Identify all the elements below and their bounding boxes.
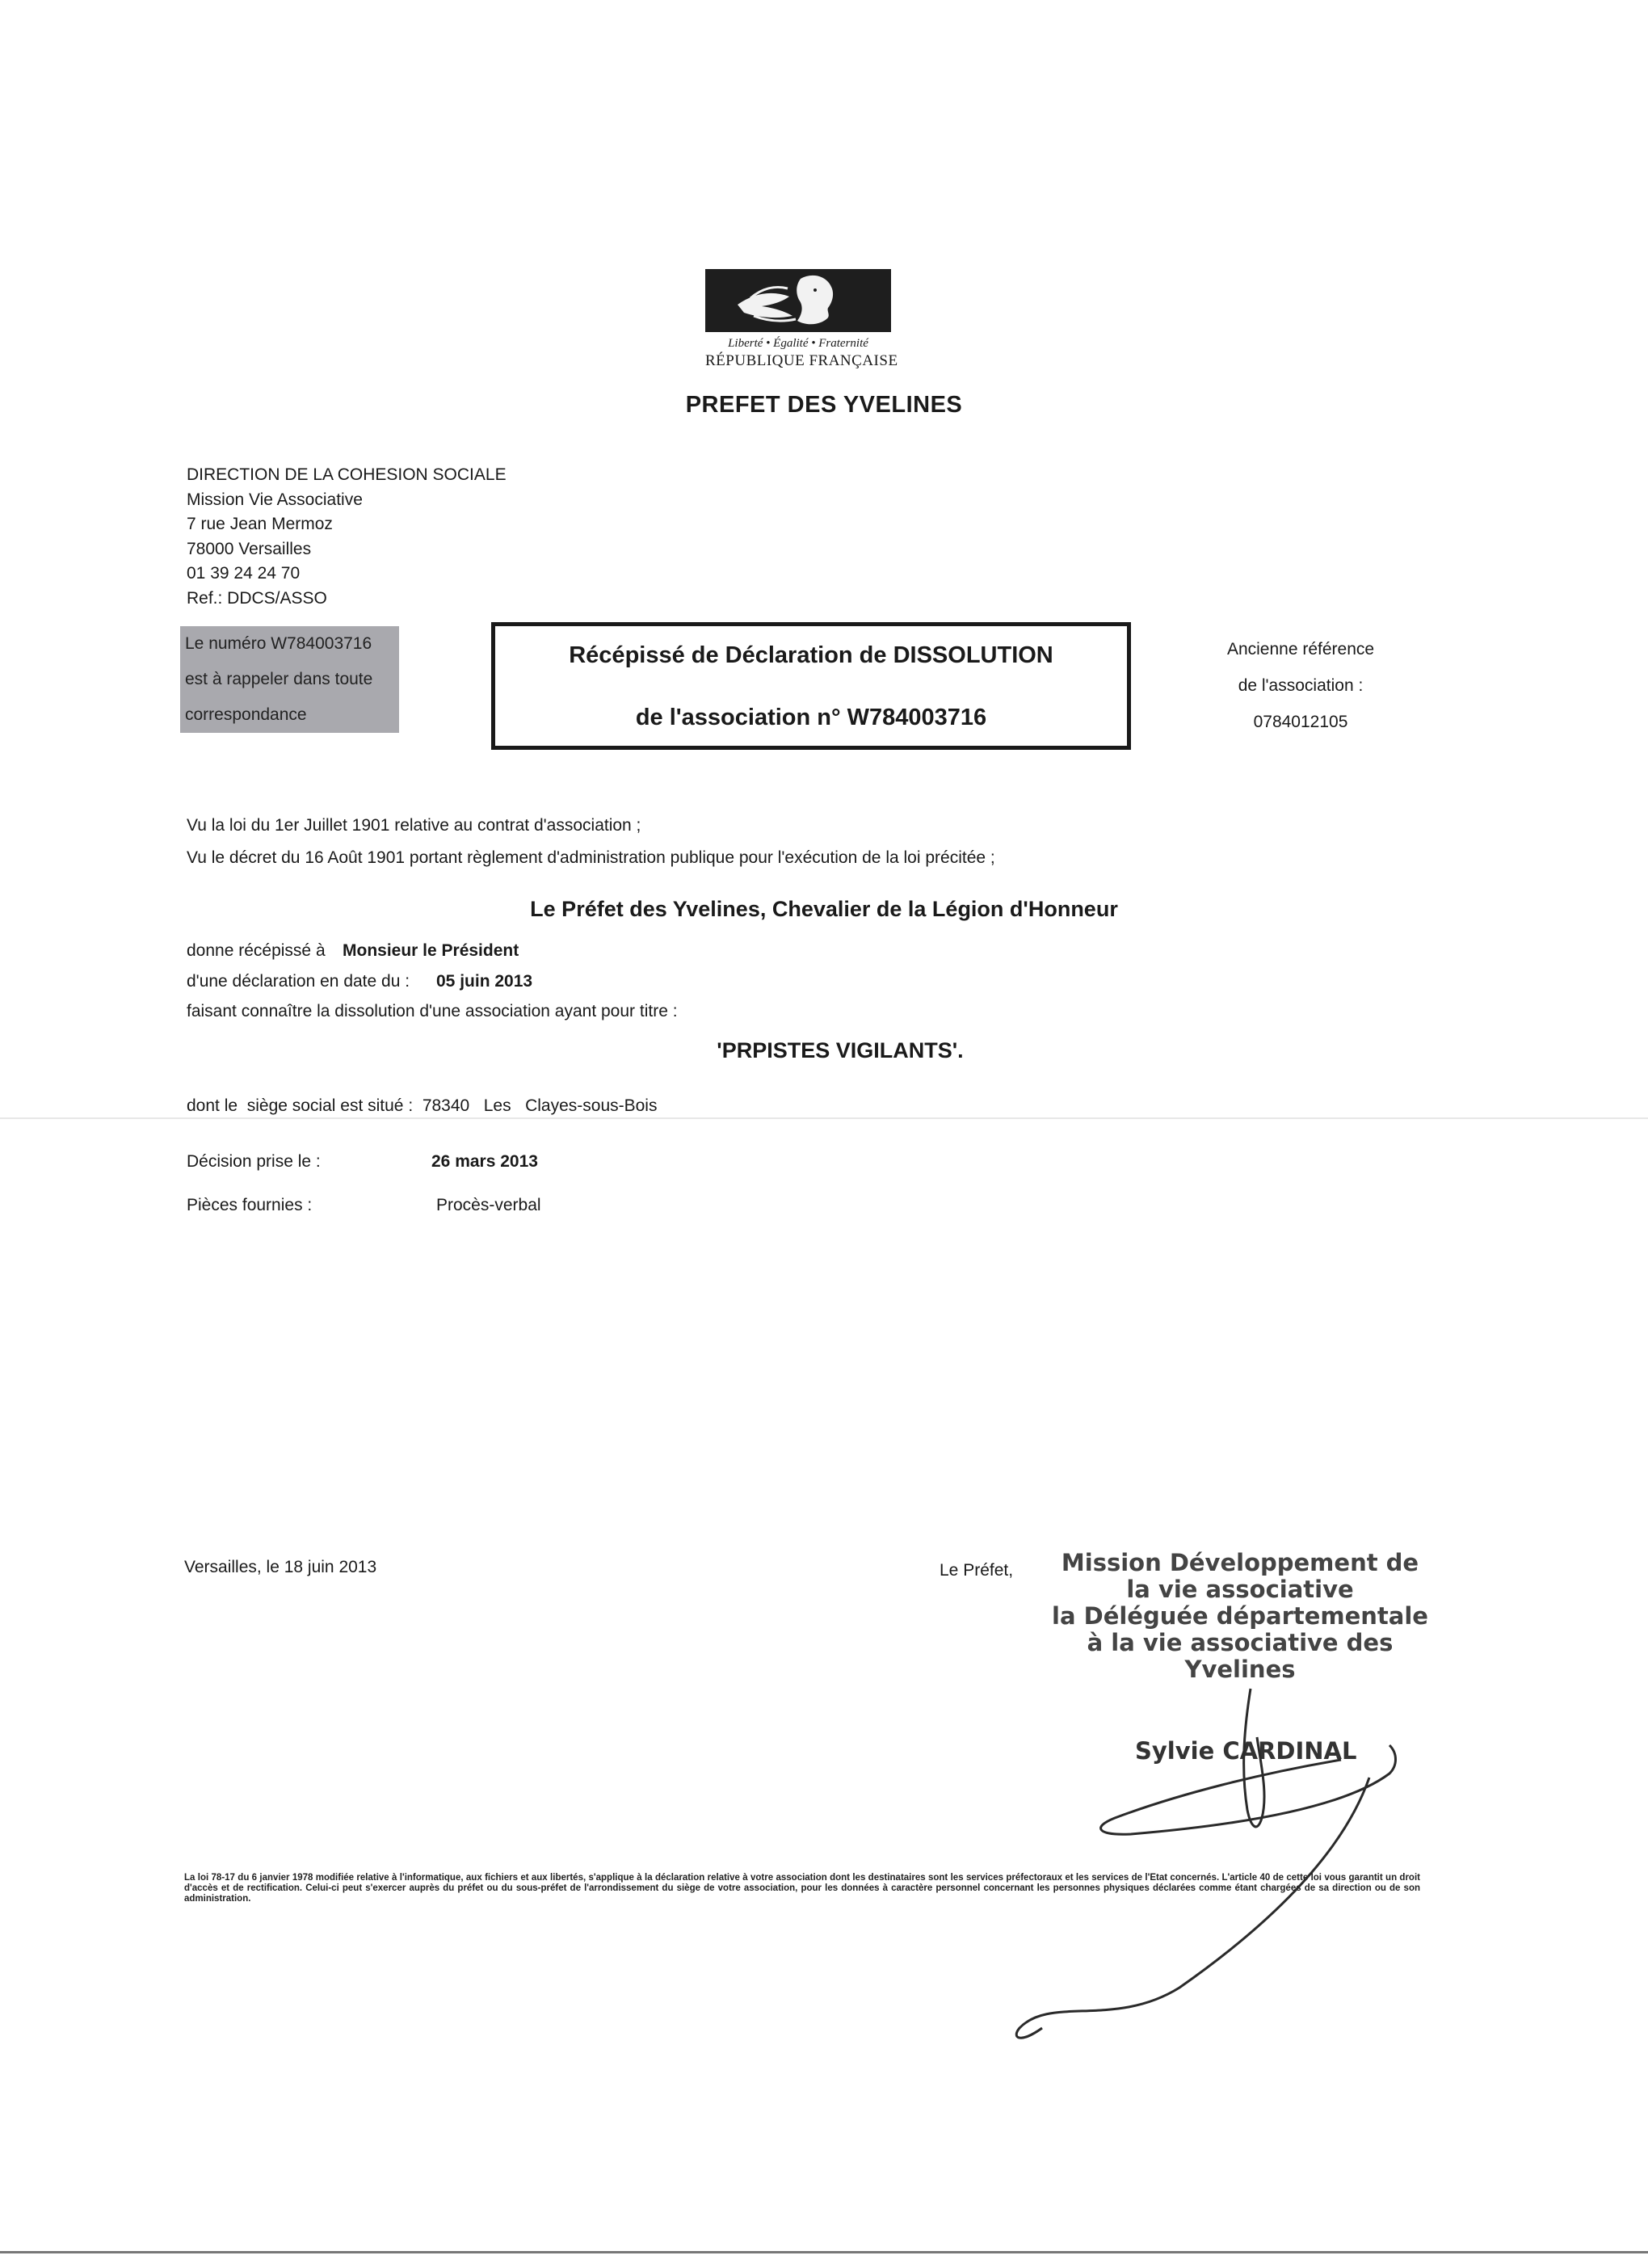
signature-stamp (1050, 1550, 1430, 1683)
stamp-line: la Déléguée départementale (1052, 1602, 1428, 1630)
old-ref-line: Ancienne référence (1226, 640, 1375, 659)
decision-label: Décision prise le : (187, 1152, 321, 1171)
republique-francaise-logo (705, 269, 898, 370)
legal-notice: La loi 78-17 du 6 janvier 1978 modifiée relative à l'informatique, aux fichiers et aux libertés, s'applique à la déclaration relative à votre association dont les destinataires sont les services préfectoraux et les services de l'Etat concernés. L'article 40 de cette loi vous garantit un droit d'accès et de rectification. Celui-ci peut s'exercer auprès du préfet ou du sous-préfet de l'arrondissement du siège de votre association, pour les données à caractère personnel concernant les personnes physiques déclarées comme étant chargées de sa direction ou de son administration. (184, 1873, 1420, 1904)
ref-box-line: est à rappeler dans toute (185, 670, 373, 688)
stamp-signatory-name: Sylvie CARDINAL (1135, 1737, 1357, 1765)
prefet-title: PREFET DES YVELINES (685, 392, 963, 418)
scan-fold-line (0, 1117, 1648, 1119)
address-line: 7 rue Jean Mermoz (187, 515, 333, 533)
document-title: Récépissé de Déclaration de DISSOLUTION (569, 642, 1053, 668)
marianne-logo-icon (705, 269, 891, 332)
faisant-text: faisant connaître la dissolution d'une association ayant pour titre : (187, 1002, 678, 1020)
place-date: Versailles, le 18 juin 2013 (184, 1558, 377, 1576)
association-number: de l'association n° W784003716 (635, 705, 987, 730)
le-prefet: Le Préfet, (940, 1561, 1014, 1580)
old-ref-number: 0784012105 (1253, 713, 1348, 731)
donne-value: Monsieur le Président (343, 941, 519, 960)
scan-bottom-edge (0, 2251, 1648, 2253)
stamp-line: à la vie associative des (1087, 1629, 1394, 1656)
declaration-label: d'une déclaration en date du : (187, 972, 410, 991)
logo-motto: Liberté • Égalité • Fraternité (728, 337, 868, 350)
stamp-line: Mission Développement de (1061, 1549, 1419, 1576)
address-line: 01 39 24 24 70 (187, 564, 301, 583)
declaration-date: 05 juin 2013 (436, 972, 533, 991)
old-ref-line: de l'association : (1238, 676, 1364, 695)
pieces-label: Pièces fournies : (187, 1196, 313, 1214)
address-line: DIRECTION DE LA COHESION SOCIALE (187, 465, 507, 484)
document-title-box (491, 622, 1131, 750)
donne-label: donne récépissé à (187, 941, 326, 960)
ref-box-line: Le numéro W784003716 (185, 634, 372, 653)
stamp-line: Yvelines (1184, 1656, 1296, 1683)
vu-decret: Vu le décret du 16 Août 1901 portant règlement d'administration publique pour l'exécution de la loi précitée ; (187, 848, 995, 867)
association-title: 'PRPISTES VIGILANTS'. (717, 1038, 964, 1062)
reference-number-box (180, 626, 399, 733)
ref-box-line: correspondance (185, 705, 307, 724)
address-line: 78000 Versailles (187, 539, 312, 558)
sender-address (187, 463, 507, 611)
pieces-value: Procès-verbal (436, 1196, 541, 1214)
address-line: Ref.: DDCS/ASSO (187, 588, 327, 608)
old-reference (1196, 631, 1406, 740)
stamp-line: la vie associative (1126, 1576, 1354, 1603)
decision-date: 26 mars 2013 (431, 1152, 538, 1171)
logo-country: RÉPUBLIQUE FRANÇAISE (705, 352, 898, 369)
siege-social: dont le siège social est situé : 78340 Les Clayes-sous-Bois (187, 1096, 658, 1115)
address-line: Mission Vie Associative (187, 490, 363, 509)
vu-loi: Vu la loi du 1er Juillet 1901 relative au contrat d'association ; (187, 816, 641, 835)
prefet-heading: Le Préfet des Yvelines, Chevalier de la Légion d'Honneur (530, 897, 1118, 921)
